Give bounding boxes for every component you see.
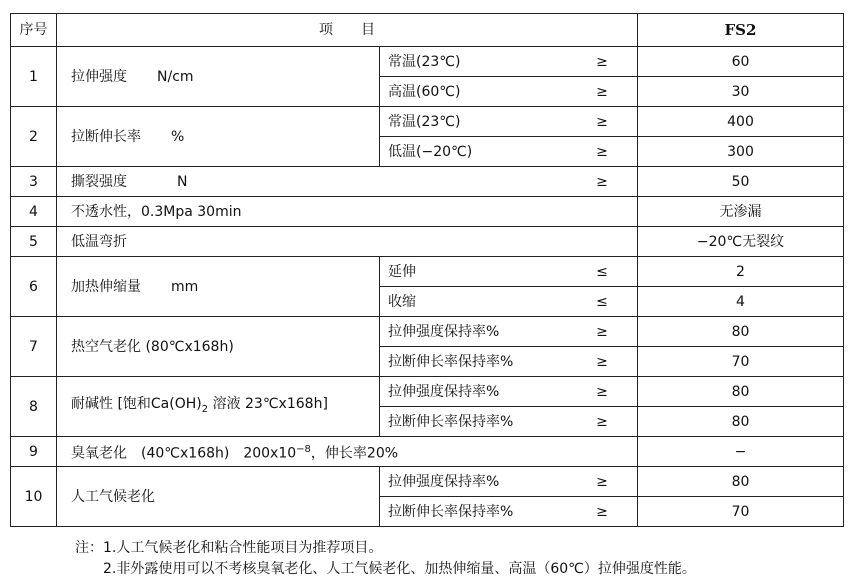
sign: ≥ bbox=[596, 53, 608, 70]
item-label-suffix: ，伸长率20% bbox=[310, 445, 399, 462]
item-name bbox=[57, 257, 380, 317]
condition-label: 拉断伸长率保持率% bbox=[388, 353, 514, 370]
sign: ≥ bbox=[596, 173, 608, 190]
sign: ≥ bbox=[596, 83, 608, 100]
sign: ≥ bbox=[596, 473, 608, 490]
item-name: 不透水性，0.3Mpa 30min bbox=[57, 197, 638, 227]
condition-label: 高温(60℃) bbox=[388, 83, 461, 100]
item-label: 拉伸强度 bbox=[71, 68, 127, 85]
item-name bbox=[57, 437, 638, 467]
note-2: 2.非外露使用可以不考核臭氧老化、人工气候老化、加热伸缩量、高温（60℃）拉伸强度性能。 bbox=[103, 561, 696, 577]
row-number: 2 bbox=[11, 107, 57, 167]
header-row bbox=[11, 14, 844, 47]
item-name bbox=[57, 167, 638, 197]
condition-label: 收缩 bbox=[388, 293, 416, 310]
sign: ≥ bbox=[596, 143, 608, 160]
item-name bbox=[57, 377, 380, 437]
header-fs2: FS2 bbox=[638, 14, 844, 47]
sub-condition bbox=[380, 257, 638, 287]
condition-label: 拉伸强度保持率% bbox=[388, 383, 500, 400]
sign: ≥ bbox=[596, 353, 608, 370]
item-name bbox=[57, 107, 380, 167]
spec-table bbox=[10, 13, 844, 527]
sign: ≥ bbox=[596, 413, 608, 430]
value-cell: 50 bbox=[638, 167, 844, 197]
value-cell: 80 bbox=[638, 407, 844, 437]
item-label: 撕裂强度 bbox=[71, 173, 127, 190]
value-cell: 2 bbox=[638, 257, 844, 287]
item-unit: % bbox=[171, 128, 185, 145]
subscript: 2 bbox=[201, 403, 209, 415]
sign: ≥ bbox=[596, 383, 608, 400]
table-row bbox=[11, 197, 844, 227]
item-name bbox=[57, 47, 380, 107]
sign: ≥ bbox=[596, 503, 608, 520]
item-label: 臭氧老化 (40℃x168h) 200x10 bbox=[71, 445, 297, 462]
row-number: 8 bbox=[11, 377, 57, 437]
sub-condition bbox=[380, 47, 638, 77]
table-row bbox=[11, 437, 844, 467]
item-label-group bbox=[57, 174, 567, 190]
row-number: 9 bbox=[11, 437, 57, 467]
row-number: 5 bbox=[11, 227, 57, 257]
sub-condition bbox=[380, 467, 638, 497]
row-number: 1 bbox=[11, 47, 57, 107]
value-cell: 60 bbox=[638, 47, 844, 77]
value-cell: −20℃无裂纹 bbox=[638, 227, 844, 257]
item-label: 耐碱性 [饱和Ca(OH) bbox=[71, 395, 202, 412]
sub-condition bbox=[380, 377, 638, 407]
condition-label: 低温(−20℃) bbox=[388, 143, 473, 160]
sub-condition bbox=[380, 497, 638, 527]
sign: ≥ bbox=[596, 113, 608, 130]
value-cell: 4 bbox=[638, 287, 844, 317]
value-cell: 30 bbox=[638, 77, 844, 107]
item-unit: N bbox=[177, 173, 188, 190]
value-cell: − bbox=[638, 437, 844, 467]
sub-condition bbox=[380, 107, 638, 137]
sub-condition bbox=[380, 317, 638, 347]
table-row bbox=[11, 377, 844, 407]
value-cell: 80 bbox=[638, 377, 844, 407]
condition-label: 常温(23℃) bbox=[388, 53, 461, 70]
value-cell: 无渗漏 bbox=[638, 197, 844, 227]
table-row bbox=[11, 257, 844, 287]
row-number: 4 bbox=[11, 197, 57, 227]
sub-condition bbox=[380, 407, 638, 437]
value-cell: 400 bbox=[638, 107, 844, 137]
superscript: −8 bbox=[296, 443, 311, 455]
row-number: 6 bbox=[11, 257, 57, 317]
item-unit: mm bbox=[171, 278, 199, 295]
sub-condition bbox=[380, 347, 638, 377]
sign: ≤ bbox=[596, 293, 608, 310]
item-label-suffix: 溶液 23℃x168h] bbox=[208, 395, 328, 412]
header-item: 项 目 bbox=[57, 14, 638, 47]
value-cell: 70 bbox=[638, 347, 844, 377]
sign: ≤ bbox=[596, 263, 608, 280]
condition-label: 拉断伸长率保持率% bbox=[388, 413, 514, 430]
table-row bbox=[11, 167, 844, 197]
value-cell: 70 bbox=[638, 497, 844, 527]
sub-condition bbox=[380, 137, 638, 167]
sign: ≥ bbox=[596, 323, 608, 340]
sub-condition bbox=[380, 77, 638, 107]
row-number: 10 bbox=[11, 467, 57, 527]
table-row bbox=[11, 317, 844, 347]
table-row bbox=[11, 467, 844, 497]
value-cell: 80 bbox=[638, 467, 844, 497]
condition-label: 常温(23℃) bbox=[388, 113, 461, 130]
condition-label: 拉断伸长率保持率% bbox=[388, 503, 514, 520]
item-name: 热空气老化 (80℃x168h) bbox=[57, 317, 380, 377]
item-label: 拉断伸长率 bbox=[71, 128, 141, 145]
item-name: 低温弯折 bbox=[57, 227, 638, 257]
table-row bbox=[11, 107, 844, 137]
condition-label: 延伸 bbox=[388, 263, 416, 280]
item-unit: N/cm bbox=[157, 68, 194, 85]
row-number: 3 bbox=[11, 167, 57, 197]
header-seq: 序号 bbox=[11, 14, 57, 47]
condition-label: 拉伸强度保持率% bbox=[388, 323, 500, 340]
notes bbox=[75, 538, 696, 580]
item-name: 人工气候老化 bbox=[57, 467, 380, 527]
row-number: 7 bbox=[11, 317, 57, 377]
note-1: 注：1.人工气候老化和粘合性能项目为推荐项目。 bbox=[75, 540, 383, 556]
item-label: 加热伸缩量 bbox=[71, 278, 141, 295]
table-row bbox=[11, 47, 844, 77]
sub-condition bbox=[380, 287, 638, 317]
condition-label: 拉伸强度保持率% bbox=[388, 473, 500, 490]
value-cell: 300 bbox=[638, 137, 844, 167]
table-row bbox=[11, 227, 844, 257]
value-cell: 80 bbox=[638, 317, 844, 347]
